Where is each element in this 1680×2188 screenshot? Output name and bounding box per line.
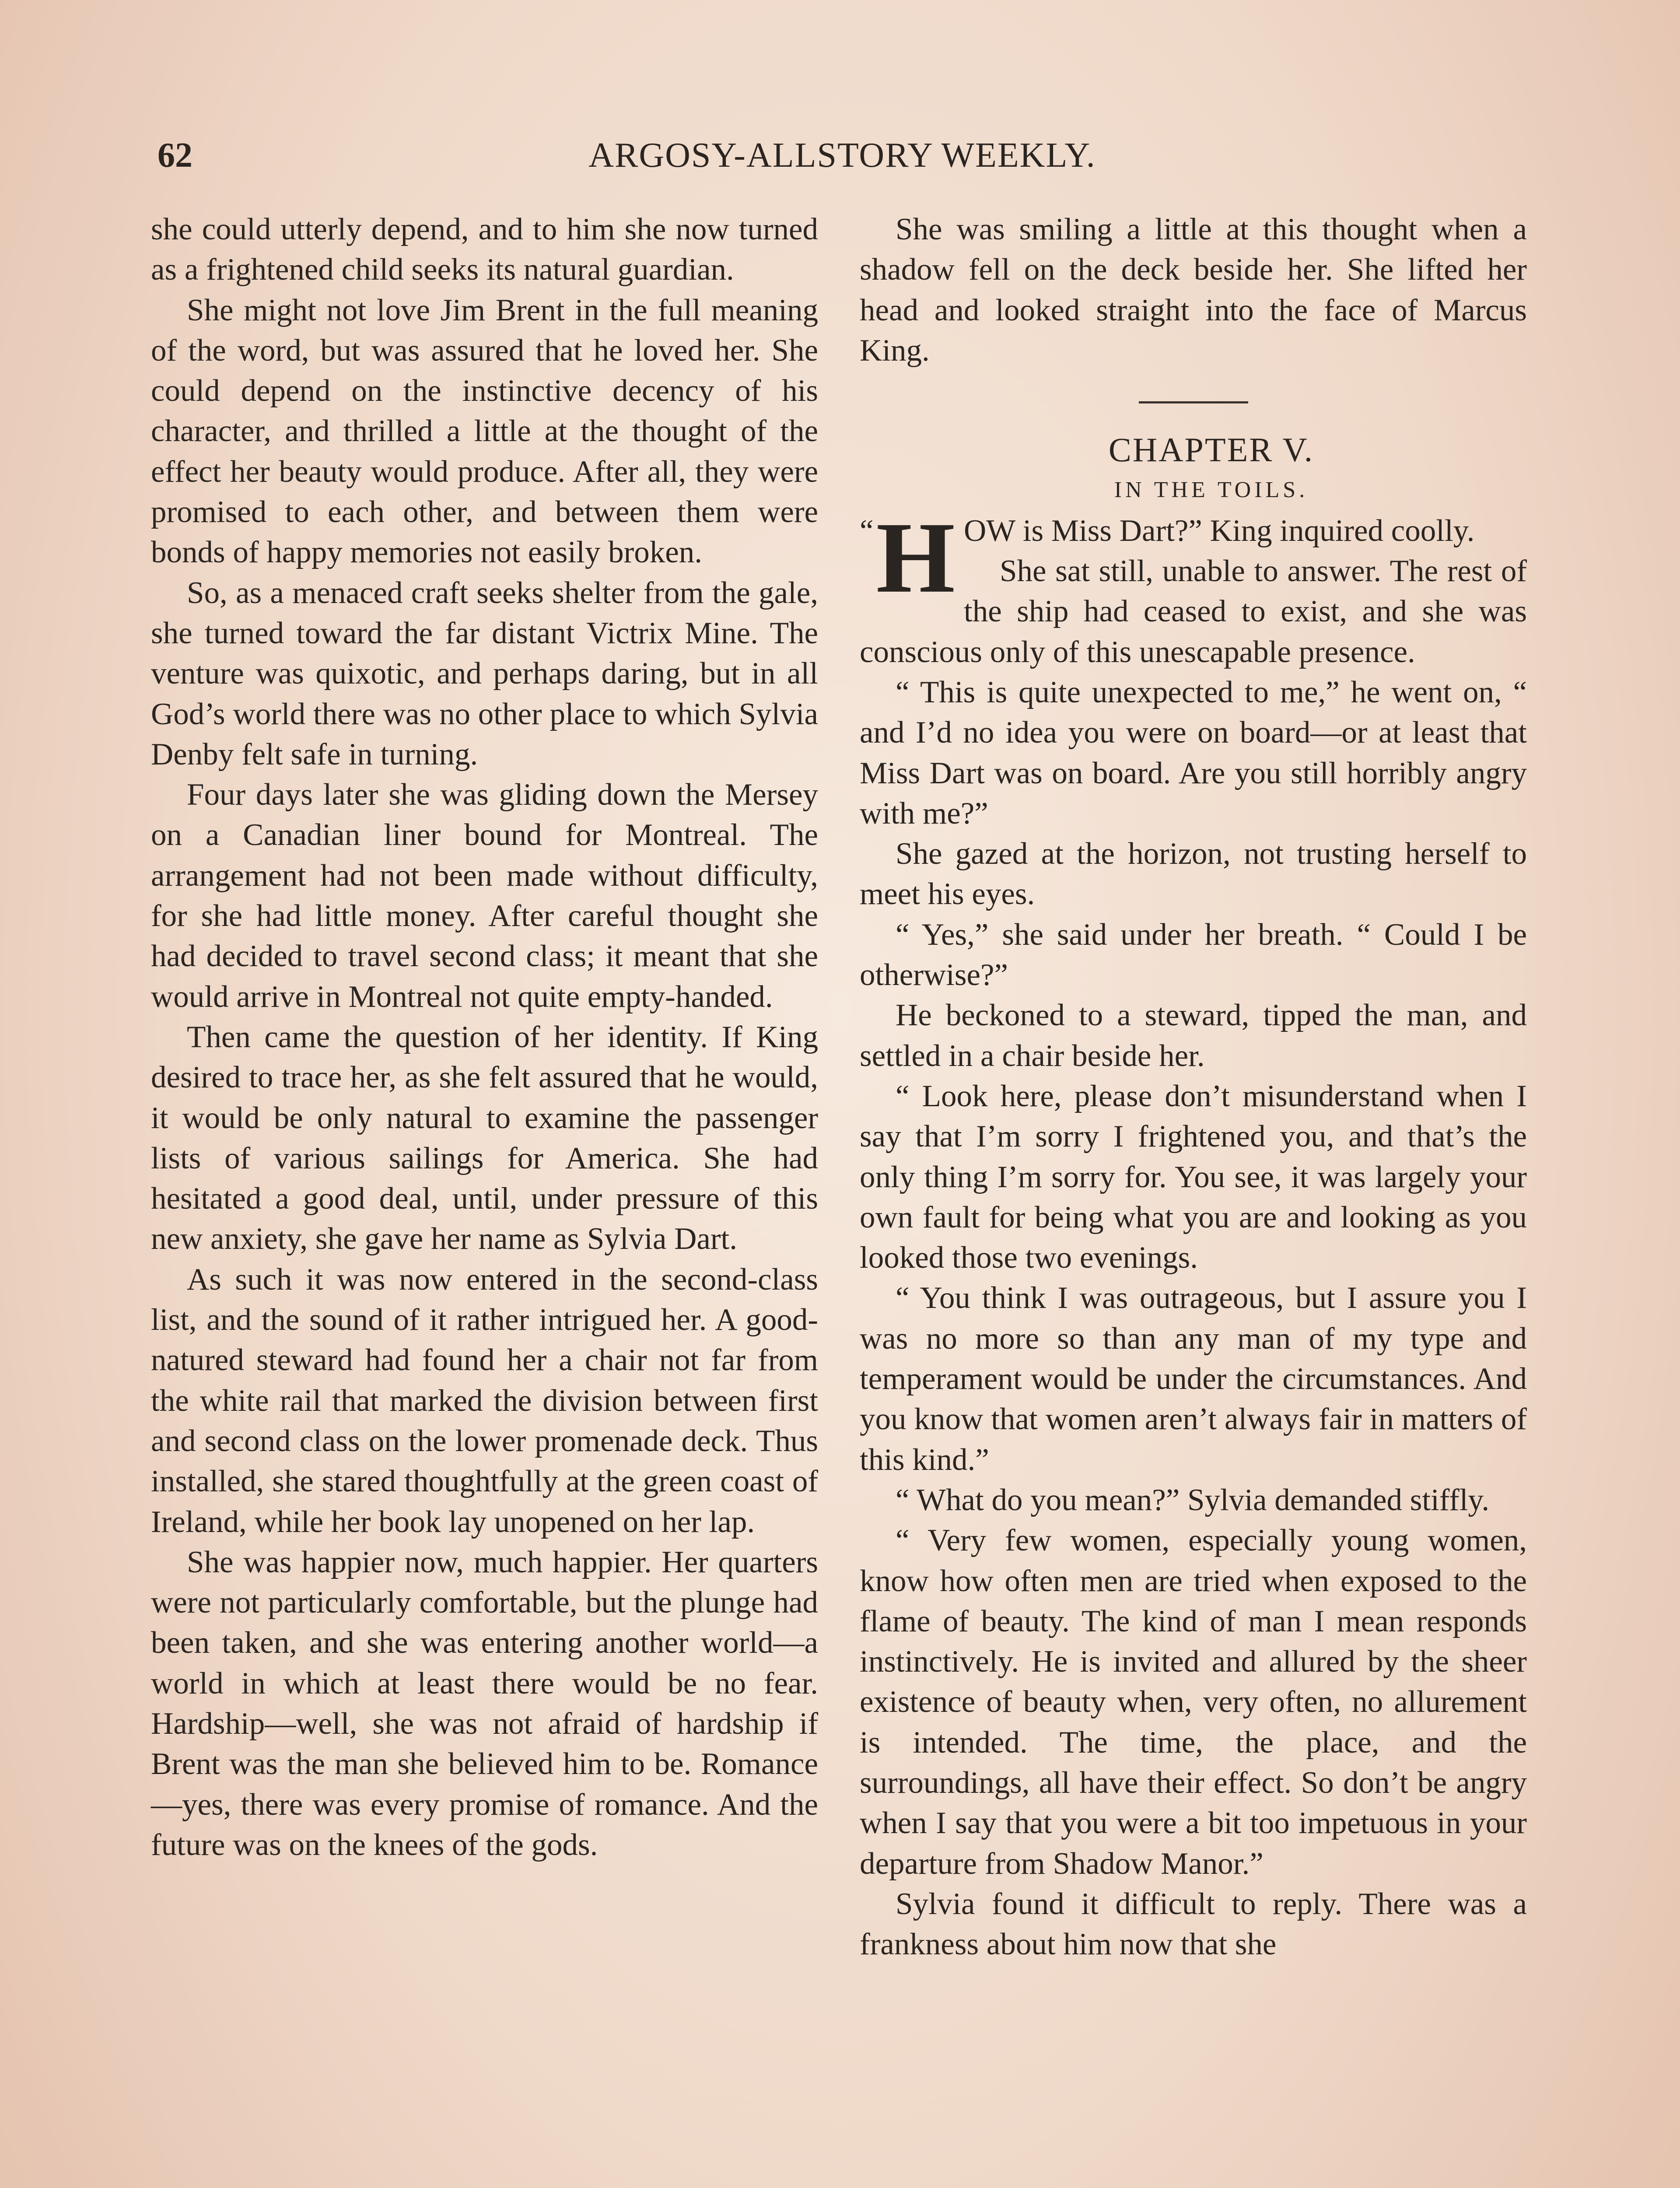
paragraph: Sylvia found it difficult to reply. There was a frankness about him now that she bbox=[860, 1886, 1527, 1962]
paragraph: So, as a menaced craft seeks shelter from the gale, she turned toward the far distant Victrix Mine. The venture was quixotic, and perhaps daring, but in all God’s world there was no other place to which Sylvia Denby felt safe in turning. bbox=[151, 575, 818, 771]
opening-quote: “ bbox=[860, 513, 874, 548]
chapter-subtitle: IN THE TOILS. bbox=[1114, 477, 1309, 503]
paragraph: “ This is quite unexpected to me,” he went on, “ and I’d no idea you were on board—or at least that Miss Dart was on board. Are you still horribly angry with me?” bbox=[860, 675, 1527, 831]
paragraph: “ Look here, please don’t misunderstand when I say that I’m sorry I frightened you, and that’s the only thing I’m sorry for. You see, it was largely your own fault for being what you are and looking as you looked those two evenings. bbox=[860, 1079, 1527, 1275]
right-column bbox=[860, 209, 1527, 1964]
paragraph: “ What do you mean?” Sylvia demanded stiffly. bbox=[896, 1483, 1490, 1517]
paragraph: she could utterly depend, and to him she now turned as a frightened child seeks its natural guardian. bbox=[151, 212, 818, 287]
paragraph: He beckoned to a steward, tipped the man, and settled in a chair beside her. bbox=[860, 998, 1527, 1073]
paragraph: “ Yes,” she said under her breath. “ Could I be otherwise?” bbox=[860, 917, 1527, 992]
paragraph: She was happier now, much happier. Her quarters were not particularly comfortable, but the plunge had been taken, and she was entering another world—a world in which at least there would be no fear. Hardship—well, she was not afraid of hardship if Brent was the man she believed him to be. Romance—yes, there was every promise of romance. And the future was on the knees of the gods. bbox=[151, 1545, 818, 1862]
opening-text: OW is Miss Dart?” King inquired coolly. bbox=[963, 513, 1475, 548]
paragraph: She might not love Jim Brent in the full meaning of the word, but was assured that he loved her. She could depend on the instinctive decency of his character, and thrilled a little at the thought of the effect her beauty would produce. After all, they were promised to each other, and between them were bonds of happy memories not easily broken. bbox=[151, 293, 818, 570]
left-column bbox=[151, 209, 818, 1865]
paragraph: She was smiling a little at this thought when a shadow fell on the deck beside her. She lifted her head and looked straight into the face of Marcus King. bbox=[860, 212, 1527, 368]
page-number: 62 bbox=[158, 136, 192, 175]
section-divider bbox=[1139, 401, 1248, 403]
paragraph: She gazed at the horizon, not trusting herself to meet his eyes. bbox=[860, 837, 1527, 912]
paragraph: Four days later she was gliding down the Mersey on a Canadian liner bound for Montreal. The arrangement had not been made without difficulty, for she had little money. After careful thought she had decided to travel second class; it meant that she would arrive in Montreal not quite empty-handed. bbox=[151, 778, 818, 1014]
running-head: ARGOSY-ALLSTORY WEEKLY. bbox=[588, 136, 1096, 175]
paragraph: “ Very few women, especially young women, know how often men are tried when exposed to the flame of beauty. The kind of man I mean responds instinctively. He is invited and allured by the sheer existence of beauty when, very often, no allurement is intended. The time, the place, and the surroundings, all have their effect. So don’t be angry when I say that you were a bit too impetuous in your departure from Shadow Manor.” bbox=[860, 1523, 1527, 1881]
drop-cap: H bbox=[876, 501, 955, 614]
paragraph: As such it was now entered in the second-class list, and the sound of it rather intrigued her. A good-natured steward had found her a chair not far from the white rail that marked the division between first and second class on the lower promenade deck. Thus installed, she stared thoughtfully at the green coast of Ireland, while her book lay unopened on her lap. bbox=[151, 1262, 818, 1539]
paragraph: “ You think I was outrageous, but I assure you I was no more so than any man of my type and temperament would be under the circumstances. And you know that women aren’t always fair in matters of this kind.” bbox=[860, 1281, 1527, 1477]
page-header bbox=[158, 131, 1527, 179]
chapter-title: CHAPTER V. bbox=[1108, 431, 1314, 469]
paragraph: She sat still, unable to answer. The rest of the ship had ceased to exist, and she was conscious only of this unescapable presence. bbox=[860, 554, 1527, 669]
paragraph: Then came the question of her identity. If King desired to trace her, as she felt assured that he would, it would be only natural to examine the passenger lists of various sailings for America. She had hesitated a good deal, until, under pressure of this new anxiety, she gave her name as Sylvia Dart. bbox=[151, 1020, 818, 1256]
